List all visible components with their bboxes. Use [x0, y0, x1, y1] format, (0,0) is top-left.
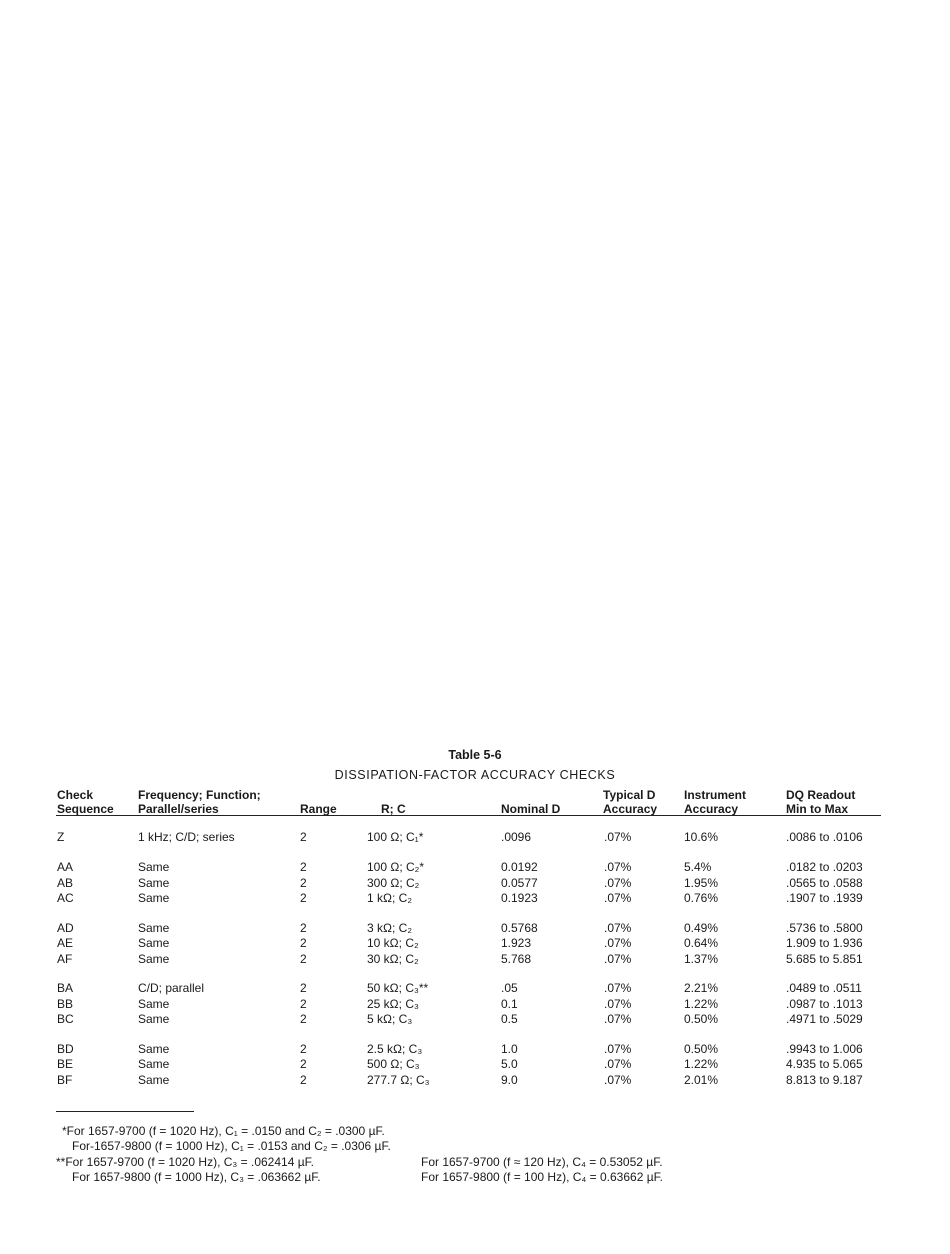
cell-check: BA	[57, 981, 74, 995]
cell-typical-accuracy: .07%	[604, 891, 632, 905]
table-row	[0, 981, 950, 996]
cell-nominal-d: 0.0192	[501, 860, 538, 874]
header-frequency-function	[138, 789, 261, 816]
cell-dq-readout: .9943 to 1.006	[786, 1042, 863, 1056]
cell-check: BC	[57, 1012, 74, 1026]
cell-dq-readout: 5.685 to 5.851	[786, 952, 863, 966]
cell-range: 2	[300, 1012, 307, 1026]
cell-typical-accuracy: .07%	[604, 860, 632, 874]
cell-instrument-accuracy: 2.21%	[684, 981, 719, 995]
cell-r-c: 5 kΩ; C₃	[367, 1012, 413, 1026]
cell-instrument-accuracy: 1.37%	[684, 952, 719, 966]
cell-range: 2	[300, 952, 307, 966]
cell-frequency-function: Same	[138, 1042, 170, 1056]
header-check-line1: Check	[57, 788, 94, 802]
cell-frequency-function: Same	[138, 1057, 170, 1071]
cell-r-c: 300 Ω; C₂	[367, 876, 420, 890]
cell-check: BF	[57, 1073, 73, 1087]
cell-frequency-function: C/D; parallel	[138, 981, 205, 995]
cell-frequency-function: Same	[138, 860, 170, 874]
cell-frequency-function: Same	[138, 1073, 170, 1087]
cell-frequency-function: Same	[138, 891, 170, 905]
table-row	[0, 936, 950, 951]
cell-instrument-accuracy: 0.76%	[684, 891, 719, 905]
cell-typical-accuracy: .07%	[604, 952, 632, 966]
cell-nominal-d: 1.923	[501, 936, 532, 950]
header-typical-d-accuracy	[603, 789, 657, 816]
cell-instrument-accuracy: 0.50%	[684, 1012, 719, 1026]
cell-dq-readout: 1.909 to 1.936	[786, 936, 863, 950]
cell-range: 2	[300, 891, 307, 905]
cell-dq-readout: .4971 to .5029	[786, 1012, 863, 1026]
cell-dq-readout: .0489 to .0511	[786, 981, 862, 995]
header-typical-line1: Typical D	[603, 788, 656, 802]
cell-frequency-function: Same	[138, 876, 170, 890]
cell-typical-accuracy: .07%	[604, 1042, 632, 1056]
footnote-4-c4: For 1657-9800 (f = 100 Hz), C₄ = 0.63662 µF.	[421, 1170, 663, 1184]
cell-dq-readout: .0565 to .0588	[786, 876, 863, 890]
cell-range: 2	[300, 1073, 307, 1087]
cell-range: 2	[300, 921, 307, 935]
table-row	[0, 1042, 950, 1057]
cell-instrument-accuracy: 2.01%	[684, 1073, 719, 1087]
cell-dq-readout: .0182 to .0203	[786, 860, 863, 874]
table-row	[0, 891, 950, 906]
header-check-sequence	[57, 789, 114, 816]
table-row	[0, 860, 950, 875]
cell-instrument-accuracy: 0.50%	[684, 1042, 719, 1056]
cell-typical-accuracy: .07%	[604, 830, 632, 844]
header-instrument-line1: Instrument	[684, 788, 747, 802]
header-typical-line2: Accuracy	[603, 801, 658, 816]
table-number: Table 5-6	[448, 748, 502, 762]
cell-instrument-accuracy: 10.6%	[684, 830, 719, 844]
header-dq-line2: Min to Max	[786, 801, 848, 816]
cell-check: BE	[57, 1057, 74, 1071]
header-dq-readout	[786, 789, 855, 816]
cell-check: AD	[57, 921, 74, 935]
header-divider	[56, 815, 881, 816]
cell-range: 2	[300, 860, 307, 874]
cell-check: BD	[57, 1042, 74, 1056]
cell-range: 2	[300, 981, 307, 995]
cell-range: 2	[300, 936, 307, 950]
cell-range: 2	[300, 1042, 307, 1056]
header-nominal-label: Nominal D	[501, 801, 561, 816]
cell-dq-readout: .1907 to .1939	[786, 891, 863, 905]
table-row	[0, 1073, 950, 1088]
table-row	[0, 921, 950, 936]
header-range	[300, 803, 337, 817]
cell-check: AE	[57, 936, 74, 950]
cell-r-c: 500 Ω; C₃	[367, 1057, 420, 1071]
cell-typical-accuracy: .07%	[604, 921, 632, 935]
header-range-label: Range	[300, 801, 337, 816]
cell-nominal-d: 0.5	[501, 1012, 518, 1026]
cell-typical-accuracy: .07%	[604, 1012, 632, 1026]
table-row	[0, 997, 950, 1012]
cell-dq-readout: .0987 to .1013	[786, 997, 863, 1011]
cell-r-c: 30 kΩ; C₂	[367, 952, 419, 966]
cell-range: 2	[300, 997, 307, 1011]
table-row	[0, 876, 950, 891]
cell-dq-readout: 4.935 to 5.065	[786, 1057, 863, 1071]
header-freq-line1: Frequency; Function;	[138, 788, 261, 802]
cell-range: 2	[300, 876, 307, 890]
cell-typical-accuracy: .07%	[604, 981, 632, 995]
cell-typical-accuracy: .07%	[604, 997, 632, 1011]
cell-frequency-function: 1 kHz; C/D; series	[138, 830, 235, 844]
cell-range: 2	[300, 1057, 307, 1071]
footnote-3: **For 1657-9700 (f = 1020 Hz), C₃ = .062414 µF.	[56, 1155, 314, 1169]
header-nominal-d	[501, 803, 560, 817]
cell-dq-readout: .5736 to .5800	[786, 921, 863, 935]
cell-dq-readout: .0086 to .0106	[786, 830, 863, 844]
cell-typical-accuracy: .07%	[604, 1057, 632, 1071]
cell-nominal-d: 0.1923	[501, 891, 538, 905]
table-row	[0, 1057, 950, 1072]
cell-check: BB	[57, 997, 74, 1011]
cell-r-c: 10 kΩ; C₂	[367, 936, 419, 950]
cell-nominal-d: 9.0	[501, 1073, 518, 1087]
cell-nominal-d: 0.1	[501, 997, 518, 1011]
table-header	[0, 786, 950, 816]
cell-typical-accuracy: .07%	[604, 936, 632, 950]
header-check-line2: Sequence	[57, 801, 114, 816]
footnote-1: *For 1657-9700 (f = 1020 Hz), C₁ = .0150 and C₂ = .0300 µF.	[62, 1124, 385, 1138]
cell-instrument-accuracy: 0.64%	[684, 936, 719, 950]
footnote-4: For 1657-9800 (f = 1000 Hz), C₃ = .063662 µF.	[72, 1170, 321, 1184]
cell-instrument-accuracy: 5.4%	[684, 860, 712, 874]
cell-r-c: 100 Ω; C₁*	[367, 830, 424, 844]
cell-frequency-function: Same	[138, 997, 170, 1011]
cell-instrument-accuracy: 1.95%	[684, 876, 719, 890]
cell-nominal-d: .05	[501, 981, 518, 995]
cell-r-c: 100 Ω; C₂*	[367, 860, 424, 874]
cell-r-c: 3 kΩ; C₂	[367, 921, 412, 935]
header-freq-line2: Parallel/series	[138, 801, 219, 816]
cell-r-c: 25 kΩ; C₃	[367, 997, 419, 1011]
header-dq-line1: DQ Readout	[786, 788, 856, 802]
cell-nominal-d: 0.5768	[501, 921, 538, 935]
cell-frequency-function: Same	[138, 1012, 170, 1026]
cell-check: AC	[57, 891, 74, 905]
cell-nominal-d: 0.0577	[501, 876, 538, 890]
header-r-c	[381, 803, 406, 817]
cell-r-c: 50 kΩ; C₃**	[367, 981, 429, 995]
cell-check: Z	[57, 830, 65, 844]
table-title: DISSIPATION-FACTOR ACCURACY CHECKS	[334, 768, 616, 782]
cell-r-c: 2.5 kΩ; C₃	[367, 1042, 423, 1056]
cell-frequency-function: Same	[138, 936, 170, 950]
header-instrument-line2: Accuracy	[684, 801, 739, 816]
cell-check: AF	[57, 952, 73, 966]
footnote-3-c4: For 1657-9700 (f ≈ 120 Hz), C₄ = 0.53052 µF.	[421, 1155, 663, 1169]
footnote-divider	[56, 1111, 194, 1112]
cell-nominal-d: 1.0	[501, 1042, 518, 1056]
cell-frequency-function: Same	[138, 952, 170, 966]
cell-nominal-d: .0096	[501, 830, 532, 844]
table-row	[0, 830, 950, 845]
cell-frequency-function: Same	[138, 921, 170, 935]
cell-typical-accuracy: .07%	[604, 1073, 632, 1087]
cell-check: AA	[57, 860, 74, 874]
cell-dq-readout: 8.813 to 9.187	[786, 1073, 863, 1087]
cell-range: 2	[300, 830, 307, 844]
table-row	[0, 1012, 950, 1027]
footnote-2: For-1657-9800 (f = 1000 Hz), C₁ = .0153 and C₂ = .0306 µF.	[72, 1139, 391, 1153]
cell-r-c: 1 kΩ; C₂	[367, 891, 412, 905]
cell-typical-accuracy: .07%	[604, 876, 632, 890]
header-instrument-accuracy	[684, 789, 746, 816]
cell-nominal-d: 5.768	[501, 952, 532, 966]
cell-instrument-accuracy: 1.22%	[684, 997, 719, 1011]
cell-instrument-accuracy: 1.22%	[684, 1057, 719, 1071]
cell-check: AB	[57, 876, 74, 890]
cell-nominal-d: 5.0	[501, 1057, 518, 1071]
header-rc-label: R; C	[381, 801, 406, 816]
table-row	[0, 952, 950, 967]
cell-instrument-accuracy: 0.49%	[684, 921, 719, 935]
cell-r-c: 277.7 Ω; C₃	[367, 1073, 430, 1087]
